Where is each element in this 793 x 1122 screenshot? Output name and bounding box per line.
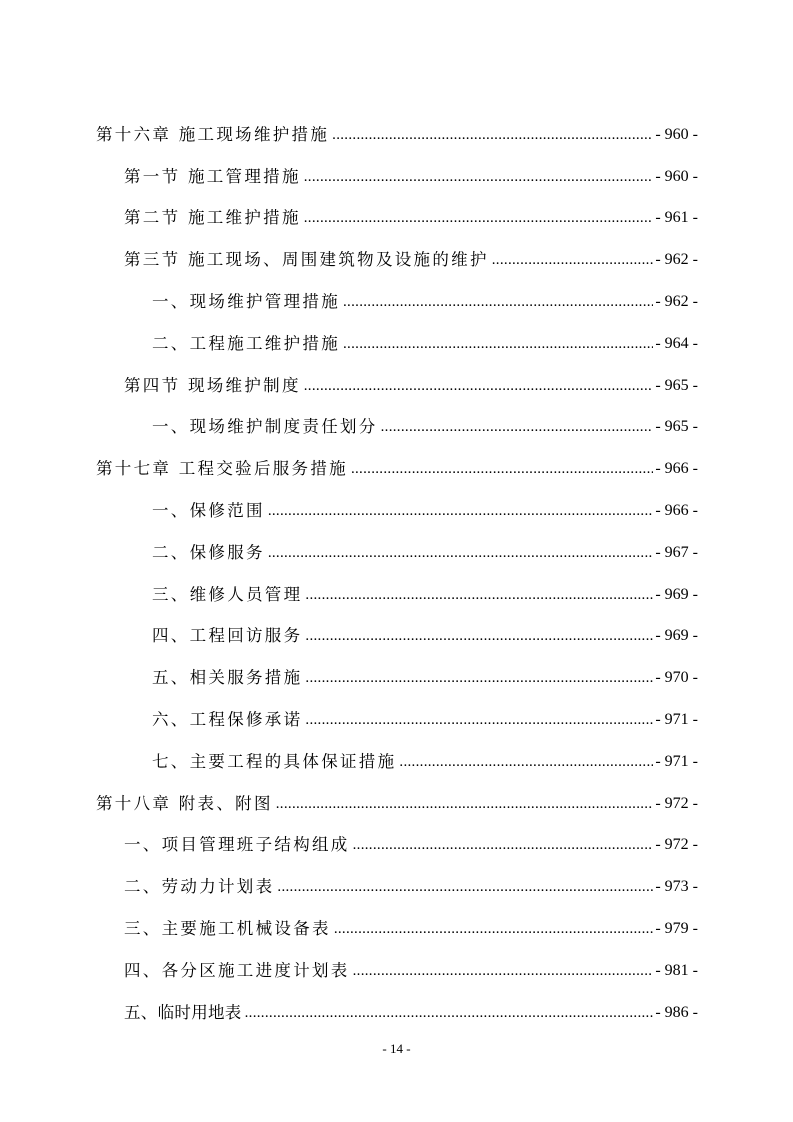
toc-entry-title: 三、维修人员管理 — [152, 584, 303, 604]
toc-entry[interactable] — [0, 156, 793, 198]
toc-entry-page: - 981 - — [655, 961, 698, 979]
toc-leader-dots — [399, 752, 653, 772]
table-of-contents — [0, 114, 793, 1034]
toc-entry-page: - 960 - — [655, 125, 698, 143]
toc-entry-page: - 960 - — [655, 167, 698, 185]
toc-leader-dots — [305, 626, 653, 646]
toc-entry-title: 二、工程施工维护措施 — [152, 333, 340, 353]
toc-entry-title: 二、劳动力计划表 — [124, 877, 275, 897]
toc-entry-title: 五、相关服务措施 — [152, 668, 303, 688]
toc-entry-title: 第四节 现场维护制度 — [124, 375, 301, 395]
toc-entry-title: 二、保修服务 — [152, 542, 265, 562]
toc-leader-dots — [305, 668, 653, 688]
toc-entry-title: 四、工程回访服务 — [152, 626, 303, 646]
toc-leader-dots — [343, 334, 653, 354]
toc-entry-page: - 973 - — [655, 878, 698, 896]
toc-entry-page: - 971 - — [655, 752, 698, 770]
toc-leader-dots — [304, 208, 654, 228]
toc-entry-page: - 966 - — [655, 460, 698, 478]
toc-entry[interactable] — [0, 114, 793, 156]
toc-entry-page: - 972 - — [655, 794, 698, 812]
toc-entry-page: - 962 - — [655, 251, 698, 269]
toc-leader-dots — [245, 1003, 654, 1023]
toc-entry-title: 五、临时用地表 — [124, 1002, 242, 1022]
toc-entry[interactable] — [0, 365, 793, 407]
toc-entry-title: 第二节 施工维护措施 — [124, 208, 301, 228]
toc-entry-page: - 966 - — [655, 502, 698, 520]
toc-entry[interactable] — [0, 281, 793, 323]
toc-entry[interactable] — [0, 825, 793, 867]
toc-leader-dots — [353, 835, 654, 855]
toc-leader-dots — [277, 877, 653, 897]
toc-leader-dots — [268, 501, 654, 521]
toc-entry-title: 一、现场维护制度责任划分 — [152, 417, 378, 437]
toc-entry-title: 一、现场维护管理措施 — [152, 292, 340, 312]
toc-leader-dots — [334, 919, 654, 939]
toc-leader-dots — [332, 125, 653, 145]
toc-entry[interactable] — [0, 866, 793, 908]
toc-entry-title: 一、项目管理班子结构组成 — [124, 835, 350, 855]
toc-leader-dots — [305, 710, 653, 730]
toc-entry-page: - 986 - — [655, 1003, 698, 1021]
toc-entry-title: 六、工程保修承诺 — [152, 710, 303, 730]
toc-entry-title: 七、主要工程的具体保证措施 — [152, 751, 397, 771]
toc-entry[interactable] — [0, 616, 793, 658]
toc-entry-page: - 970 - — [655, 669, 698, 687]
toc-entry-title: 第一节 施工管理措施 — [124, 166, 301, 186]
toc-entry[interactable] — [0, 699, 793, 741]
toc-entry-page: - 961 - — [655, 209, 698, 227]
toc-entry-page: - 965 - — [655, 376, 698, 394]
toc-entry-page: - 971 - — [655, 711, 698, 729]
toc-entry[interactable] — [0, 323, 793, 365]
toc-entry[interactable] — [0, 490, 793, 532]
toc-leader-dots — [381, 417, 654, 437]
toc-entry-page: - 964 - — [655, 334, 698, 352]
toc-leader-dots — [276, 794, 654, 814]
toc-entry-title: 三、主要施工机械设备表 — [124, 919, 331, 939]
toc-entry-page: - 969 - — [655, 585, 698, 603]
toc-entry-title: 第十六章 施工现场维护措施 — [96, 124, 330, 144]
toc-entry[interactable] — [0, 741, 793, 783]
toc-leader-dots — [268, 543, 654, 563]
toc-leader-dots — [343, 292, 653, 312]
toc-entry-page: - 979 - — [655, 920, 698, 938]
toc-leader-dots — [351, 459, 653, 479]
toc-entry[interactable] — [0, 448, 793, 490]
toc-entry[interactable] — [0, 532, 793, 574]
toc-entry-title: 四、各分区施工进度计划表 — [124, 960, 350, 980]
toc-entry-title: 第十八章 附表、附图 — [96, 793, 273, 813]
toc-leader-dots — [304, 376, 654, 396]
toc-leader-dots — [492, 250, 654, 270]
toc-leader-dots — [353, 961, 654, 981]
toc-entry-page: - 962 - — [655, 293, 698, 311]
toc-entry[interactable] — [0, 407, 793, 449]
toc-entry-page: - 969 - — [655, 627, 698, 645]
toc-entry[interactable] — [0, 239, 793, 281]
toc-entry-title: 第十七章 工程交验后服务措施 — [96, 459, 348, 479]
toc-entry[interactable] — [0, 992, 793, 1034]
toc-entry[interactable] — [0, 657, 793, 699]
toc-entry-page: - 967 - — [655, 543, 698, 561]
toc-entry-title: 一、保修范围 — [152, 501, 265, 521]
toc-leader-dots — [304, 167, 654, 187]
toc-entry[interactable] — [0, 950, 793, 992]
toc-entry[interactable] — [0, 198, 793, 240]
toc-entry[interactable] — [0, 908, 793, 950]
page-number: - 14 - — [382, 1041, 411, 1056]
toc-entry[interactable] — [0, 783, 793, 825]
toc-entry[interactable] — [0, 574, 793, 616]
toc-leader-dots — [305, 585, 653, 605]
toc-entry-title: 第三节 施工现场、周围建筑物及设施的维护 — [124, 250, 489, 270]
toc-entry-page: - 972 - — [655, 836, 698, 854]
toc-entry-page: - 965 - — [655, 418, 698, 436]
